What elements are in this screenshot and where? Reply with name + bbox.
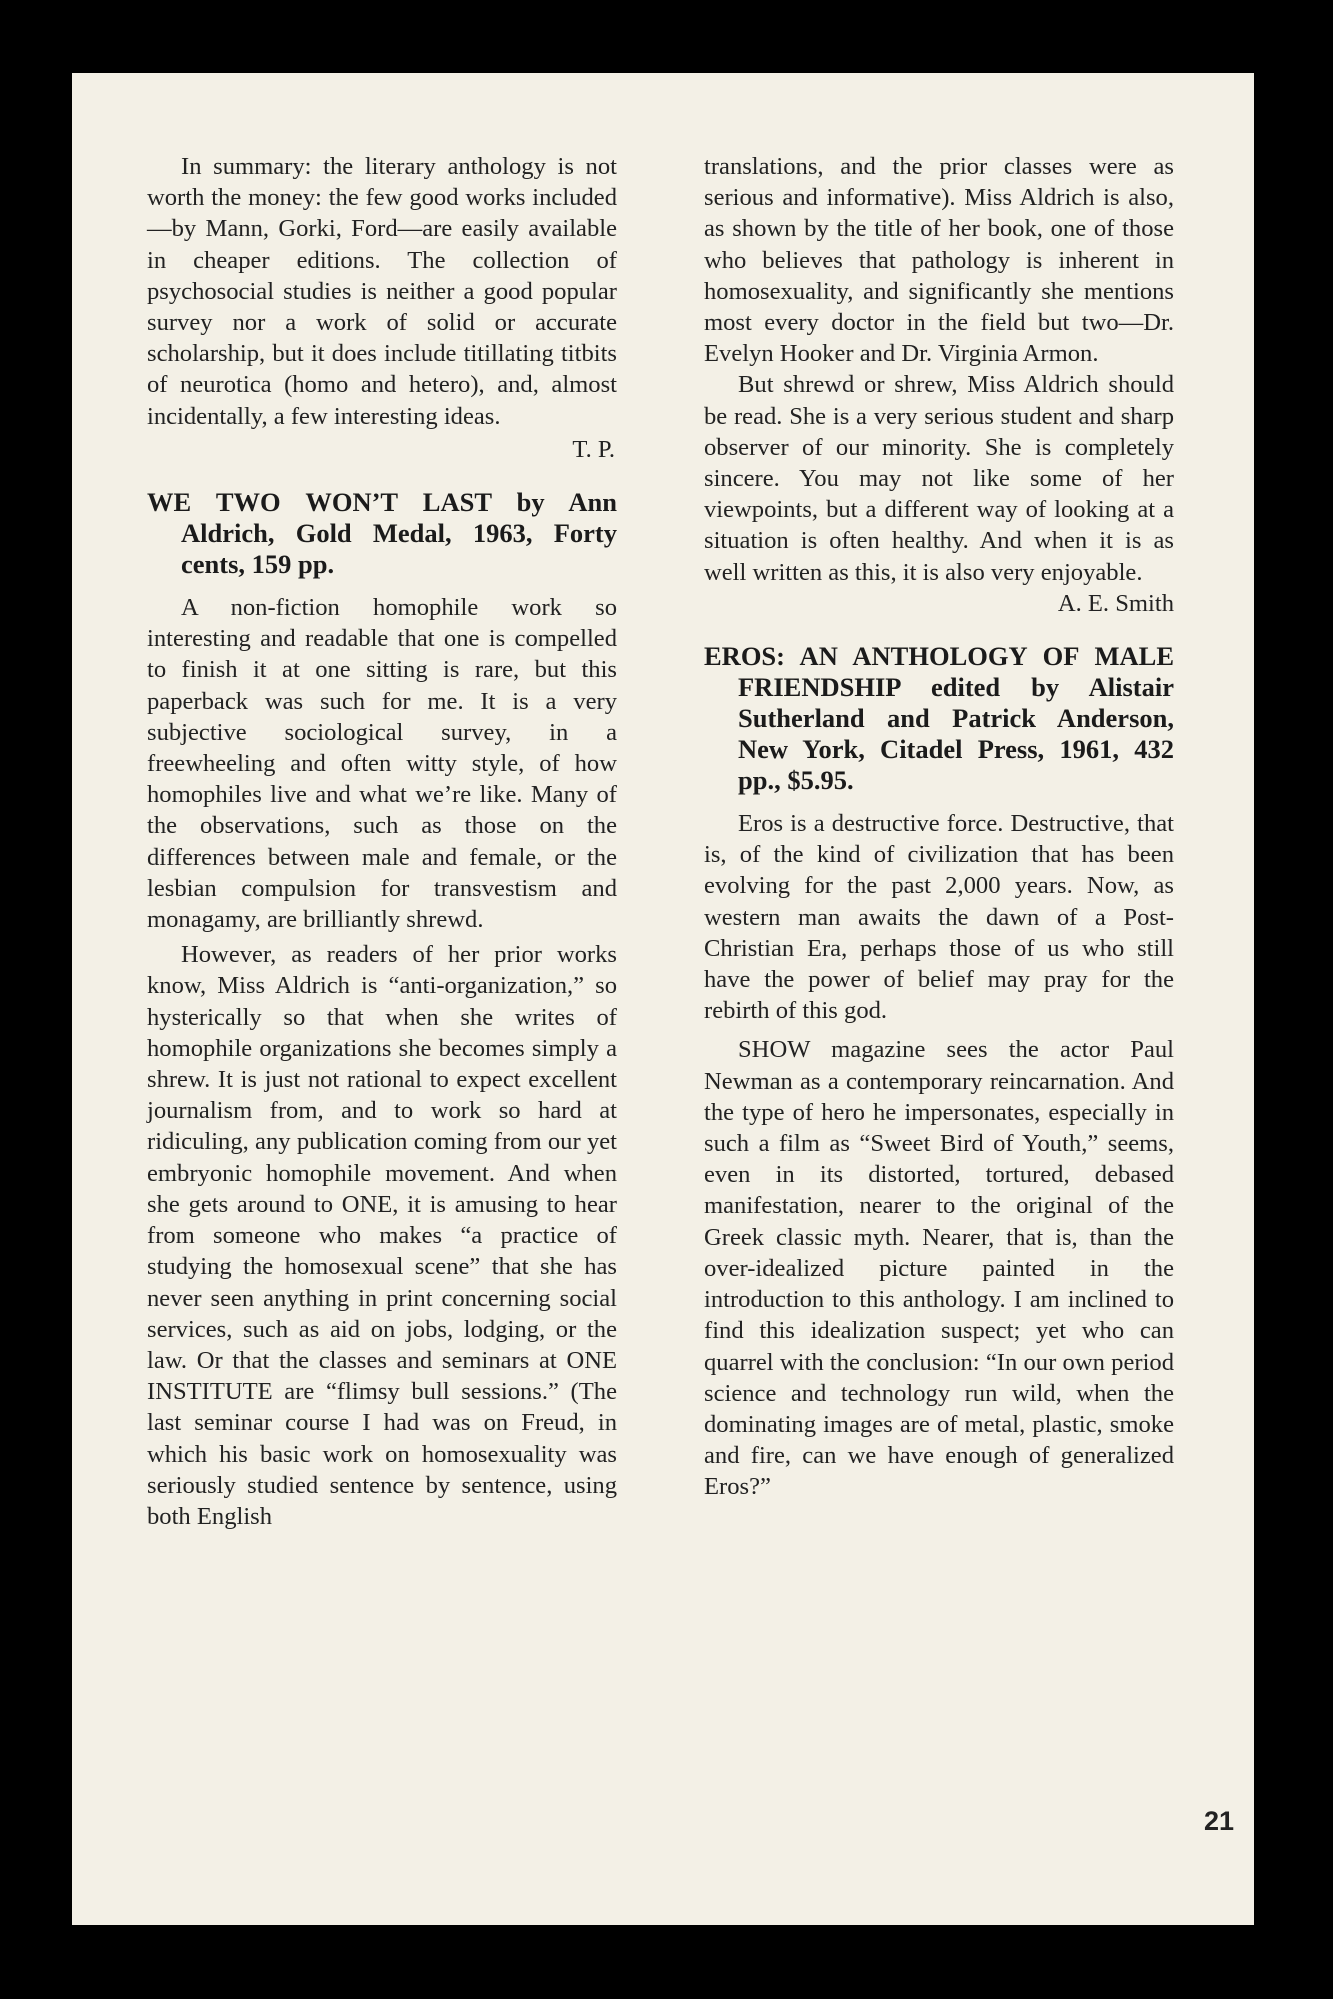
review3-heading: EROS: AN ANTHOLOGY OF MALE FRIENDSHIP edited by Alistair Sutherland and Patrick Anderson, New York, Citadel Press, 1961, 432 pp., $5.95.: [704, 641, 1174, 796]
page-number: 21: [1203, 1806, 1234, 1836]
review1-signature: T. P.: [572, 435, 615, 463]
review2-paragraph-3: translations, and the prior classes were as serious and informative). Miss Aldrich is also, as shown by the title of her book, one of those who believes that pathology is inherent in homosexuality, and significantly she mentions most every doctor in the field but two—Dr. Evelyn Hooker and Dr. Virginia Armon.: [704, 153, 1174, 368]
magazine-page: [72, 73, 1254, 1925]
review2-heading: WE TWO WON’T LAST by Ann Aldrich, Gold Medal, 1963, Forty cents, 159 pp.: [147, 487, 617, 580]
review3-paragraph-2: SHOW magazine sees the actor Paul Newman as a contemporary reincarnation. And the type of hero he impersonates, especially in such a film as “Sweet Bird of Youth,” seems, even in its distorted, tortured, debased manifestation, nearer to the original of the Greek classic myth. Nearer, that is, than the over-idealized picture painted in the introduction to this anthology. I am inclined to find this idealization suspect; yet who can quarrel with the conclusion: “In our own period science and technology run wild, when the dominating images are of metal, plastic, smoke and fire, can we have enough of generalized Eros?”: [704, 1036, 1174, 1501]
review2-signature: A. E. Smith: [1057, 589, 1174, 617]
review2-paragraph-1: A non-fiction homophile work so interesting and readable that one is compelled to finish it at one sitting is rare, but this paperback was such for me. It is a very subjective sociological survey, in a freewheeling and often witty style, of how homophiles live and what we’re like. Many of the observations, such as those on the differences between male and female, or the lesbian compulsion for transvestism and monagamy, are brilliantly shrewd.: [147, 594, 617, 934]
review3-paragraph-1: Eros is a destructive force. Destructive, that is, of the kind of civilization that has been evolving for the past 2,000 years. Now, as western man awaits the dawn of a Post-Christian Era, perhaps those of us who still have the power of belief may pray for the rebirth of this god.: [704, 810, 1174, 1025]
right-column: [704, 151, 1174, 1503]
review2-paragraph-2: However, as readers of her prior works know, Miss Aldrich is “anti-organization,” so hysterically so that when she writes of homophile organizations she becomes simply a shrew. It is just not rational to expect excellent journalism from, and to work so hard at ridiculing, any publication coming from our yet embryonic homophile movement. And when she gets around to ONE, it is amusing to hear from someone who makes “a practice of studying the homosexual scene” that she has never seen anything in print concerning social services, such as aid on jobs, lodging, or the law. Or that the classes and seminars at ONE INSTITUTE are “flimsy bull sessions.” (The last seminar course I had was on Freud, in which his basic work on homosexuality was seriously studied sentence by sentence, using both English: [147, 941, 617, 1530]
review2-paragraph-4: But shrewd or shrew, Miss Aldrich should be read. She is a very serious student and sharp observer of our minority. She is completely sincere. You may not like some of her viewpoints, but a different way of looking at a situation is often healthy. And when it is as well written as this, it is also very enjoyable.: [704, 371, 1174, 586]
left-column: [147, 151, 617, 1532]
review1-summary-paragraph: In summary: the literary anthology is not worth the money: the few good works included—by Mann, Gorki, Ford—are easily available in cheaper editions. The collection of psychosocial studies is neither a good popular survey nor a work of solid or accurate scholarship, but it does include titillating titbits of neurotica (homo and hetero), and, almost incidentally, a few interesting ideas.: [147, 153, 617, 430]
